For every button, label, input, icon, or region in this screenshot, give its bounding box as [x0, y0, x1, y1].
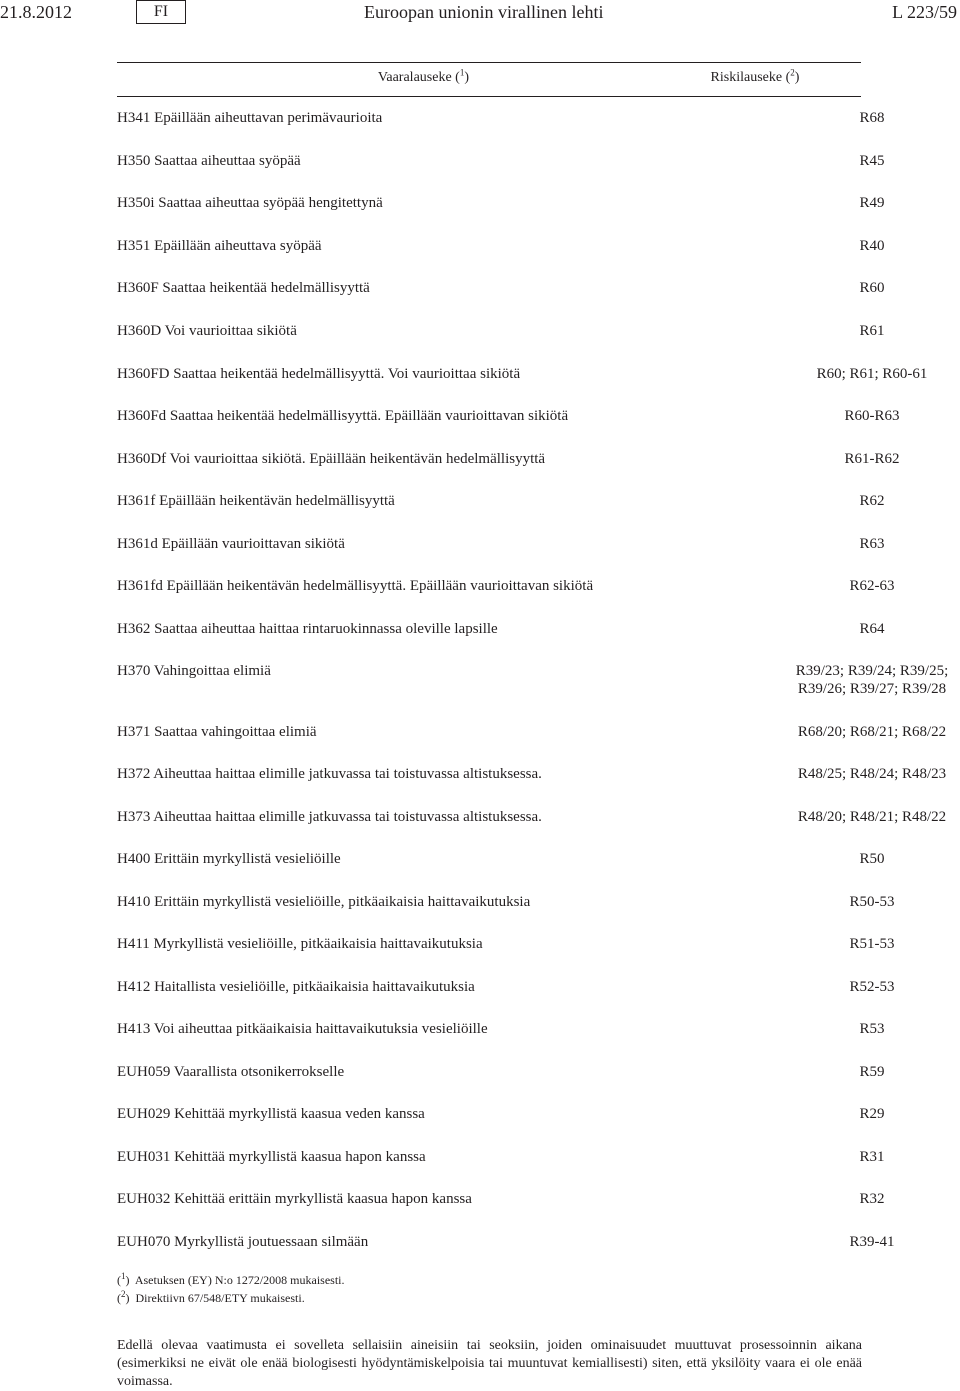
risk-phrase: [767, 109, 960, 127]
hazard-statement: H360FD Saattaa heikentää hedelmällisyyttä. Voi vaurioittaa sikiötä: [117, 366, 521, 382]
hazard-statement: H361fd Epäillään heikentävän hedelmällisyyttä. Epäillään vaurioittavan sikiötä: [117, 578, 594, 594]
risk-phrase: [767, 237, 960, 255]
page-header: [0, 0, 960, 30]
risk-phrase: [767, 978, 960, 996]
risk-phrase-line: R52-53: [849, 979, 895, 995]
page-reference: L 223/59: [892, 2, 957, 22]
risk-phrase-line: R68: [859, 110, 885, 126]
risk-phrase: [767, 492, 960, 510]
risk-phrase: [767, 850, 960, 868]
hazard-statement: EUH029 Kehittää myrkyllistä kaasua veden kanssa: [117, 1106, 425, 1122]
risk-phrase: [767, 1190, 960, 1208]
risk-phrase-line: R29: [859, 1106, 885, 1122]
risk-phrase: [767, 194, 960, 212]
publication-date: 21.8.2012: [0, 2, 72, 22]
hazard-statement: H360D Voi vaurioittaa sikiötä: [117, 323, 297, 339]
risk-phrase-line: R61: [859, 323, 885, 339]
hazard-statement: H341 Epäillään aiheuttavan perimävaurioita: [117, 110, 383, 126]
risk-phrase-line: R39/26; R39/27; R39/28: [797, 681, 947, 697]
hazard-statement: H360Fd Saattaa heikentää hedelmällisyyttä. Epäillään vaurioittavan sikiötä: [117, 408, 569, 424]
risk-phrase-line: R39/23; R39/24; R39/25;: [795, 663, 949, 679]
hazard-statement: H351 Epäillään aiheuttava syöpää: [117, 238, 322, 254]
risk-phrase: [767, 152, 960, 170]
risk-phrase-line: R51-53: [849, 936, 895, 952]
column-header-hazard: Vaaralauseke ($^1$): [377, 67, 469, 85]
risk-phrase-line: R39-41: [849, 1234, 895, 1250]
hazard-statement: EUH032 Kehittää erittäin myrkyllistä kaasua hapon kanssa: [117, 1191, 472, 1207]
risk-phrase-line: R60: [859, 280, 885, 296]
risk-phrase: [767, 1148, 960, 1166]
hazard-statement: H361f Epäillään heikentävän hedelmällisyyttä: [117, 493, 395, 509]
risk-phrase-line: R53: [859, 1021, 885, 1037]
risk-phrase-line: R68/20; R68/21; R68/22: [797, 724, 947, 740]
language-badge: FI: [136, 0, 186, 24]
hazard-statement: EUH070 Myrkyllistä joutuessaan silmään: [117, 1234, 369, 1250]
hazard-statement: H413 Voi aiheuttaa pitkäaikaisia haittavaikutuksia vesieliöille: [117, 1021, 488, 1037]
risk-phrase-line: R63: [859, 536, 885, 552]
risk-phrase: [767, 407, 960, 425]
risk-phrase: [767, 365, 960, 383]
table-top-rule: [117, 62, 861, 63]
hazard-statement: H350i Saattaa aiheuttaa syöpää hengitettynä: [117, 195, 383, 211]
hazard-statement: H362 Saattaa aiheuttaa haittaa rintaruokinnassa oleville lapsille: [117, 621, 498, 637]
hazard-statement: H372 Aiheuttaa haittaa elimille jatkuvassa tai toistuvassa altistuksessa.: [117, 766, 542, 782]
risk-phrase-line: R50: [859, 851, 885, 867]
risk-phrase: [767, 577, 960, 595]
hazard-statement: H373 Aiheuttaa haittaa elimille jatkuvassa tai toistuvassa altistuksessa.: [117, 809, 542, 825]
risk-phrase-line: R32: [859, 1191, 885, 1207]
hazard-statement: H412 Haitallista vesieliöille, pitkäaikaisia haittavaikutuksia: [117, 979, 475, 995]
risk-phrase: [767, 1063, 960, 1081]
hazard-statement: H411 Myrkyllistä vesieliöille, pitkäaikaisia haittavaikutuksia: [117, 936, 483, 952]
hazard-statement: H370 Vahingoittaa elimiä: [117, 663, 271, 679]
hazard-statement: H371 Saattaa vahingoittaa elimiä: [117, 724, 317, 740]
hazard-statement: H360Df Voi vaurioittaa sikiötä. Epäillään heikentävän hedelmällisyyttä: [117, 451, 546, 467]
hazard-statement: H361d Epäillään vaurioittavan sikiötä: [117, 536, 345, 552]
risk-phrase-line: R60-R63: [844, 408, 900, 424]
hazard-statement: H400 Erittäin myrkyllistä vesieliöille: [117, 851, 341, 867]
footnote-1: ($^1$) Asetuksen (EY) N:o 1272/2008 mukaisesti.: [117, 1271, 345, 1287]
journal-title: Euroopan unionin virallinen lehti: [364, 2, 604, 22]
risk-phrase-line: R60; R61; R60-61: [816, 366, 928, 382]
risk-phrase: [767, 535, 960, 553]
hazard-statement: H350 Saattaa aiheuttaa syöpää: [117, 153, 301, 169]
risk-phrase-line: R49: [859, 195, 885, 211]
table-header-rule: [117, 96, 861, 97]
risk-phrase: [767, 620, 960, 638]
risk-phrase-line: R31: [859, 1149, 885, 1165]
risk-phrase: [767, 322, 960, 340]
hazard-statement: EUH059 Vaarallista otsonikerrokselle: [117, 1064, 345, 1080]
risk-phrase-line: R40: [859, 238, 885, 254]
risk-phrase-line: R62-63: [849, 578, 895, 594]
hazard-statement: H360F Saattaa heikentää hedelmällisyyttä: [117, 280, 370, 296]
column-header-risk: Riskilauseke ($^2$): [710, 67, 800, 85]
hazard-statement: EUH031 Kehittää myrkyllistä kaasua hapon kanssa: [117, 1149, 426, 1165]
risk-phrase: [767, 893, 960, 911]
risk-phrase: [767, 765, 960, 783]
risk-phrase-line: R45: [859, 153, 885, 169]
risk-phrase-line: R48/25; R48/24; R48/23: [797, 766, 947, 782]
risk-phrase-line: R61-R62: [844, 451, 900, 467]
risk-phrase-line: R62: [859, 493, 885, 509]
risk-phrase: [767, 279, 960, 297]
body-paragraph: Edellä olevaa vaatimusta ei sovelleta sellaisiin aineisiin tai seoksiin, joiden ominaisuudet muuttuvat prosessoinnin aikana (esimerkiksi ne eivät ole enää biologisesti hyödyntämiskelpoisia tai muuntuvat kemiallisesti) siten, että yksilöity vaara ei ole enää voimassa.: [117, 1338, 862, 1389]
risk-phrase: [767, 1105, 960, 1123]
risk-phrase-line: R50-53: [849, 894, 895, 910]
risk-phrase-line: R64: [859, 621, 885, 637]
risk-phrase-line: R48/20; R48/21; R48/22: [797, 809, 947, 825]
risk-phrase: [767, 450, 960, 468]
risk-phrase: [767, 935, 960, 953]
risk-phrase: [767, 808, 960, 826]
hazard-statement: H410 Erittäin myrkyllistä vesieliöille, pitkäaikaisia haittavaikutuksia: [117, 894, 531, 910]
risk-phrase: [767, 1020, 960, 1038]
risk-phrase: [767, 662, 960, 698]
footnote-2: ($^2$) Direktiivn 67/548/ETY mukaisesti.: [117, 1289, 305, 1305]
risk-phrase: [767, 723, 960, 741]
risk-phrase-line: R59: [859, 1064, 885, 1080]
risk-phrase: [767, 1233, 960, 1251]
